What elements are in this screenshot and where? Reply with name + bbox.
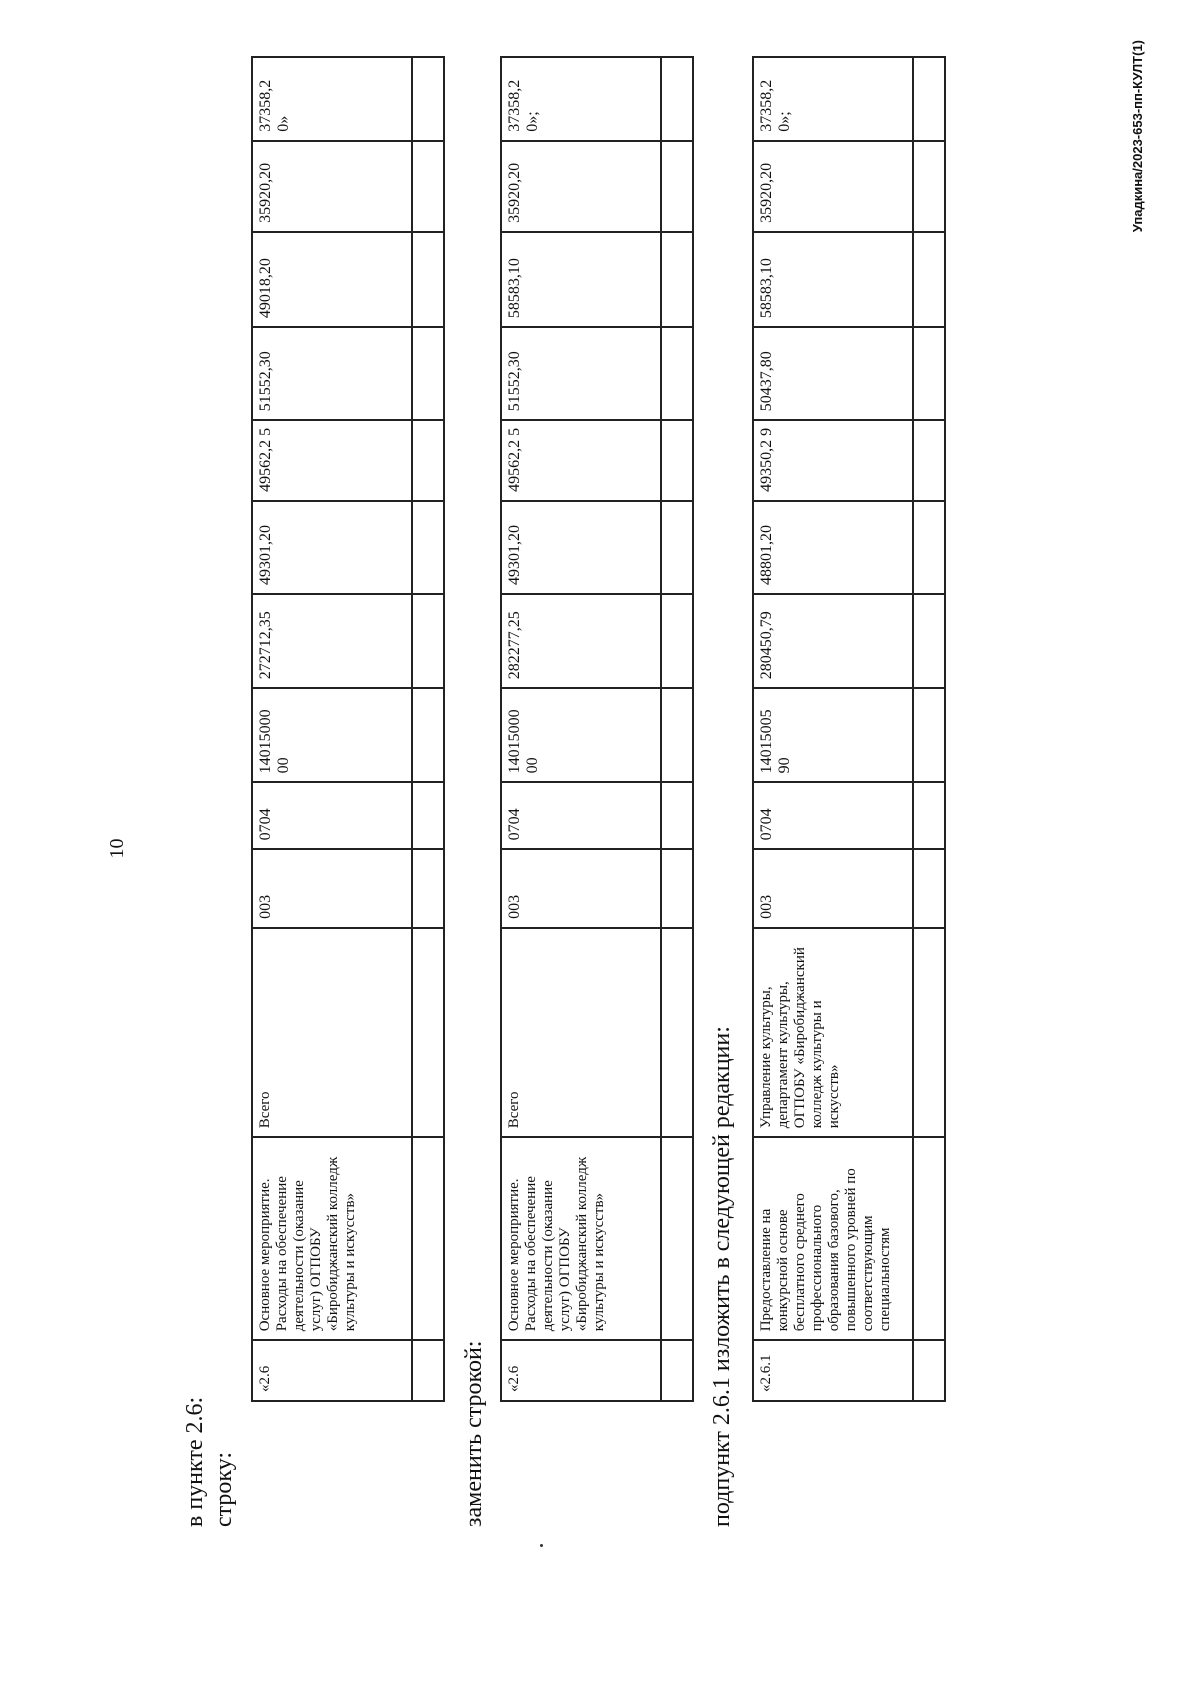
table-replacement-row	[500, 56, 694, 1402]
cell-csr: 14015000 00	[501, 688, 661, 782]
cell-csr: 14015005 90	[753, 688, 913, 782]
cell-executor: Всего	[252, 928, 412, 1137]
table-row	[252, 57, 412, 1401]
intro-line-1: в пункте 2.6:	[182, 1396, 208, 1527]
cell-year-4: 49018,20	[252, 232, 412, 327]
cell-year-4: 58583,10	[501, 232, 661, 327]
cell-code: «2.6	[252, 1340, 412, 1401]
cell-year-5: 35920,20	[501, 141, 661, 232]
cell-total: 280450,79	[753, 594, 913, 688]
cell-rzpr: 0704	[753, 782, 913, 849]
cell-executor: Всего	[501, 928, 661, 1137]
cell-csr: 14015000 00	[252, 688, 412, 782]
scan-speck	[540, 1544, 543, 1547]
cell-year-1: 49301,20	[252, 501, 412, 594]
cell-year-1: 48801,20	[753, 501, 913, 594]
cell-year-2: 49562,2 5	[252, 420, 412, 501]
cell-grbs: 003	[501, 849, 661, 928]
cell-year-1: 49301,20	[501, 501, 661, 594]
table-row-empty	[661, 57, 693, 1401]
table-subpoint-row	[752, 56, 946, 1402]
cell-year-2: 49562,2 5	[501, 420, 661, 501]
cell-code: «2.6	[501, 1340, 661, 1401]
cell-total: 282277,25	[501, 594, 661, 688]
cell-grbs: 003	[252, 849, 412, 928]
table-row	[501, 57, 661, 1401]
subpoint-heading: подпункт 2.6.1 изложить в следующей редакции:	[709, 1026, 735, 1527]
cell-name: Основное мероприятие. Расходы на обеспечение деятельности (оказание услуг) ОГПОБУ «Биробиджанский колледж культуры и искусств»	[252, 1137, 412, 1340]
cell-year-5: 35920,20	[753, 141, 913, 232]
document-code: Упадкина/2023-653-пп-КУЛТ(1)	[1130, 40, 1145, 233]
cell-name: Основное мероприятие. Расходы на обеспечение деятельности (оказание услуг) ОГПОБУ «Биробиджанский колледж культуры и искусств»	[501, 1137, 661, 1340]
cell-year-6: 37358,2 0»;	[753, 57, 913, 141]
cell-year-3: 51552,30	[252, 327, 412, 420]
table-row	[753, 57, 913, 1401]
cell-year-6: 37358,2 0»;	[501, 57, 661, 141]
cell-year-3: 51552,30	[501, 327, 661, 420]
table-row-empty	[913, 57, 945, 1401]
page-number: 10	[106, 838, 128, 859]
replace-heading: заменить строкой:	[461, 1340, 487, 1527]
cell-grbs: 003	[753, 849, 913, 928]
cell-executor: Управление культуры, департамент культуры, ОГПОБУ «Биробиджанский колледж культуры и искусств»	[753, 928, 913, 1137]
cell-total: 272712,35	[252, 594, 412, 688]
cell-year-2: 49350,2 9	[753, 420, 913, 501]
cell-year-3: 50437,80	[753, 327, 913, 420]
cell-year-5: 35920,20	[252, 141, 412, 232]
cell-code: «2.6.1	[753, 1340, 913, 1401]
cell-rzpr: 0704	[501, 782, 661, 849]
cell-year-4: 58583,10	[753, 232, 913, 327]
cell-year-6: 37358,2 0»	[252, 57, 412, 141]
cell-rzpr: 0704	[252, 782, 412, 849]
table-original-row	[251, 56, 445, 1402]
table-row-empty	[412, 57, 444, 1401]
intro-line-2: строку:	[211, 1451, 237, 1527]
cell-name: Предоставление на конкурсной основе бесплатного среднего профессионального образования базового, повышенного уровней по соответствующим специальностям	[753, 1137, 913, 1340]
